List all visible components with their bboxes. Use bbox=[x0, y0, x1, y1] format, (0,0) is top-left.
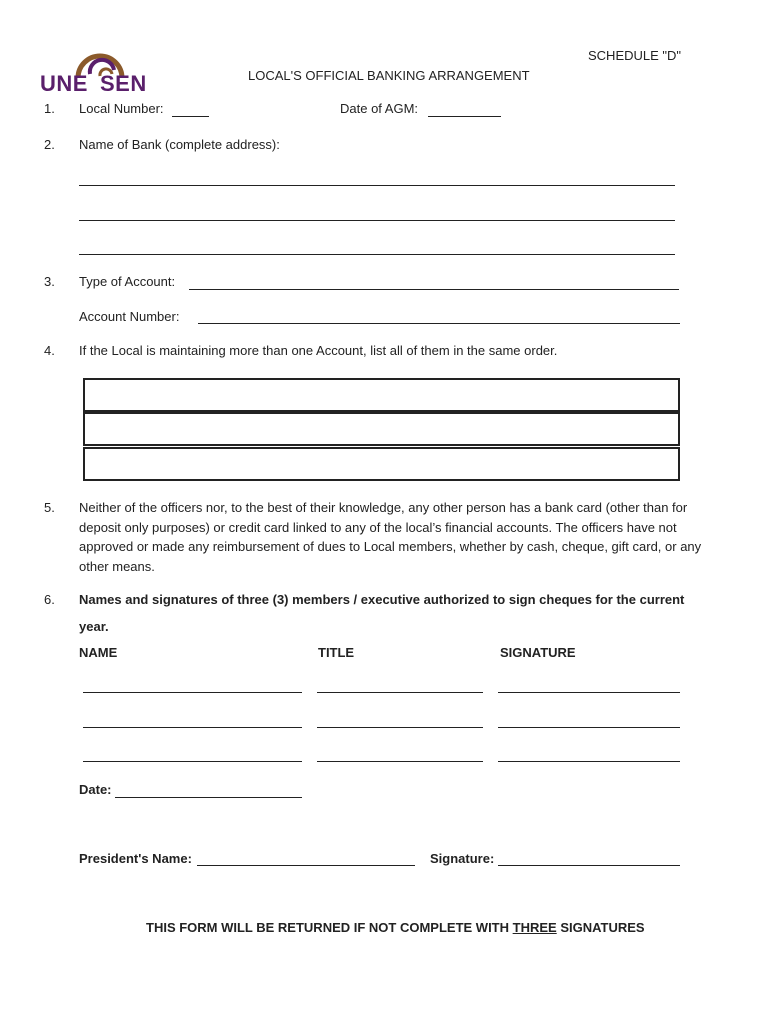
signers-heading-line-2: year. bbox=[79, 619, 109, 634]
signer-2-name-field[interactable] bbox=[83, 727, 302, 728]
date-label: Date: bbox=[79, 782, 112, 797]
account-type-label: Type of Account: bbox=[79, 274, 176, 289]
footer-notice-after: SIGNATURES bbox=[556, 920, 645, 935]
signer-2-signature-field[interactable] bbox=[498, 727, 680, 728]
bank-address-line-2[interactable] bbox=[79, 220, 675, 221]
account-number-label: Account Number: bbox=[79, 309, 180, 324]
item-number-3: 3. bbox=[44, 274, 55, 289]
signer-1-name-field[interactable] bbox=[83, 692, 302, 693]
account-list-box-2[interactable] bbox=[83, 412, 680, 446]
signer-1-signature-field[interactable] bbox=[498, 692, 680, 693]
declaration-paragraph: Neither of the officers nor, to the best of their knowledge, any other person has a bank card (other than for deposit only purposes) or credit card linked to any of the local’s financial accounts. The officers have not approved or made any reimbursement of dues to Local members, whether by cash, cheque, gift card, or any other means. bbox=[79, 500, 702, 574]
account-type-field[interactable] bbox=[189, 289, 679, 290]
item-number-1: 1. bbox=[44, 101, 55, 116]
bank-name-label: Name of Bank (complete address): bbox=[79, 137, 280, 152]
item-number-4: 4. bbox=[44, 343, 55, 358]
column-header-signature: SIGNATURE bbox=[500, 645, 576, 660]
president-signature-label: Signature: bbox=[430, 851, 495, 866]
page-title: LOCAL'S OFFICIAL BANKING ARRANGEMENT bbox=[248, 68, 530, 83]
column-header-title: TITLE bbox=[318, 645, 355, 660]
signers-heading-line-1: Names and signatures of three (3) members / executive authorized to sign cheques for the current bbox=[79, 592, 685, 607]
president-name-field[interactable] bbox=[197, 865, 415, 866]
agm-date-field[interactable] bbox=[428, 116, 501, 117]
local-number-field[interactable] bbox=[172, 116, 209, 117]
multiple-accounts-label: If the Local is maintaining more than one Account, list all of them in the same order. bbox=[79, 343, 558, 358]
bank-address-line-3[interactable] bbox=[79, 254, 675, 255]
signer-3-title-field[interactable] bbox=[317, 761, 483, 762]
account-number-field[interactable] bbox=[198, 323, 680, 324]
logo-text-left: UNE bbox=[40, 71, 88, 96]
account-list-box-3[interactable] bbox=[83, 447, 680, 481]
signer-3-name-field[interactable] bbox=[83, 761, 302, 762]
item-number-6: 6. bbox=[44, 592, 55, 607]
footer-notice-before: THIS FORM WILL BE RETURNED IF NOT COMPLETE WITH bbox=[146, 920, 513, 935]
date-field[interactable] bbox=[115, 797, 302, 798]
item-number-2: 2. bbox=[44, 137, 55, 152]
footer-notice-emphasis: THREE bbox=[512, 920, 557, 935]
bank-address-line-1[interactable] bbox=[79, 185, 675, 186]
schedule-label: SCHEDULE "D" bbox=[588, 48, 682, 63]
president-name-label: President's Name: bbox=[79, 851, 192, 866]
logo-text-right: SEN bbox=[100, 71, 147, 96]
signer-3-signature-field[interactable] bbox=[498, 761, 680, 762]
signer-1-title-field[interactable] bbox=[317, 692, 483, 693]
logo bbox=[40, 40, 150, 96]
president-signature-field[interactable] bbox=[498, 865, 680, 866]
footer-notice bbox=[146, 920, 645, 936]
item-number-5: 5. bbox=[44, 500, 55, 515]
signer-2-title-field[interactable] bbox=[317, 727, 483, 728]
account-list-box-1[interactable] bbox=[83, 378, 680, 412]
column-header-name: NAME bbox=[79, 645, 118, 660]
agm-date-label: Date of AGM: bbox=[340, 101, 419, 116]
local-number-label: Local Number: bbox=[79, 101, 164, 116]
